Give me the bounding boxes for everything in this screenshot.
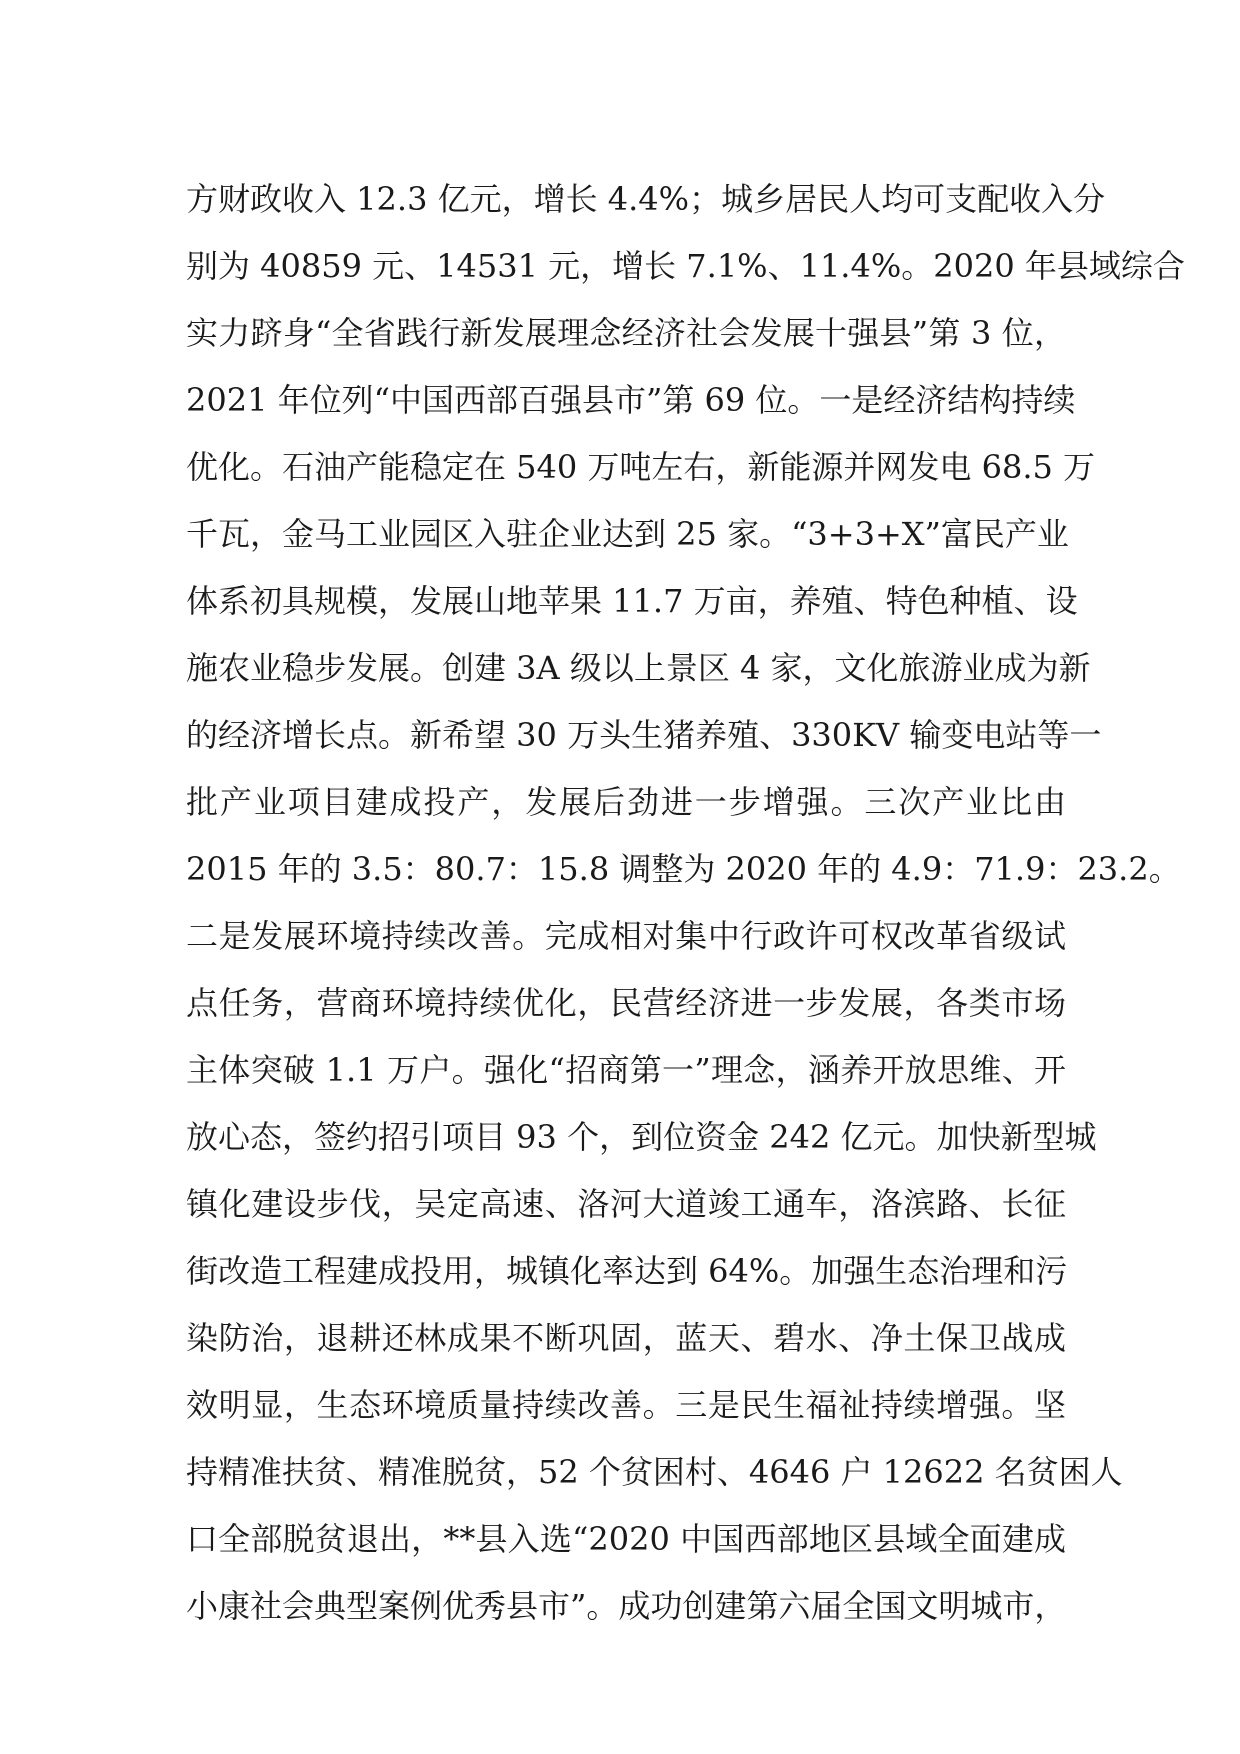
text-line: 方财政收入 12.3 亿元，增长 4.4%；城乡居民人均可支配收入分 — [186, 180, 1106, 218]
text-line: 效明显，生态环境质量持续改善。三是民生福祉持续增强。坚 — [186, 1386, 1066, 1424]
text-line: 批产业项目建成投产，发展后劲进一步增强。三次产业比由 — [186, 783, 1066, 821]
text-line: 千瓦，金马工业园区入驻企业达到 25 家。“3+3+X”富民产业 — [186, 515, 1069, 553]
text-line: 2015 年的 3.5：80.7：15.8 调整为 2020 年的 4.9：71.9：23.2。 — [186, 850, 1181, 888]
text-line: 镇化建设步伐，吴定高速、洛河大道竣工通车，洛滨路、长征 — [186, 1185, 1066, 1223]
text-line: 口全部脱贫退出，**县入选“2020 中国西部地区县域全面建成 — [186, 1520, 1066, 1558]
text-line: 2021 年位列“中国西部百强县市”第 69 位。一是经济结构持续 — [186, 381, 1076, 419]
text-line: 染防治，退耕还林成果不断巩固，蓝天、碧水、净土保卫战成 — [186, 1319, 1066, 1357]
text-line: 主体突破 1.1 万户。强化“招商第一”理念，涵养开放思维、开 — [186, 1051, 1066, 1089]
text-line: 街改造工程建成投用，城镇化率达到 64%。加强生态治理和污 — [186, 1252, 1068, 1290]
text-line: 实力跻身“全省践行新发展理念经济社会发展十强县”第 3 位， — [186, 314, 1066, 352]
text-line: 持精准扶贫、精准脱贫，52 个贫困村、4646 户 12622 名贫困人 — [186, 1453, 1123, 1491]
text-line: 放心态，签约招引项目 93 个，到位资金 242 亿元。加快新型城 — [186, 1118, 1097, 1156]
text-line: 二是发展环境持续改善。完成相对集中行政许可权改革省级试 — [186, 917, 1066, 955]
text-line: 体系初具规模，发展山地苹果 11.7 万亩，养殖、特色种植、设 — [186, 582, 1078, 620]
body-text — [186, 166, 1185, 1640]
text-line: 的经济增长点。新希望 30 万头生猪养殖、330KV 输变电站等一 — [186, 716, 1102, 754]
text-line: 点任务，营商环境持续优化，民营经济进一步发展，各类市场 — [186, 984, 1066, 1022]
text-line: 施农业稳步发展。创建 3A 级以上景区 4 家，文化旅游业成为新 — [186, 649, 1091, 687]
text-line: 别为 40859 元、14531 元，增长 7.1%、11.4%。2020 年县域综合 — [186, 247, 1185, 285]
text-line: 小康社会典型案例优秀县市”。成功创建第六届全国文明城市， — [186, 1587, 1067, 1625]
text-line: 优化。石油产能稳定在 540 万吨左右，新能源并网发电 68.5 万 — [186, 448, 1096, 486]
